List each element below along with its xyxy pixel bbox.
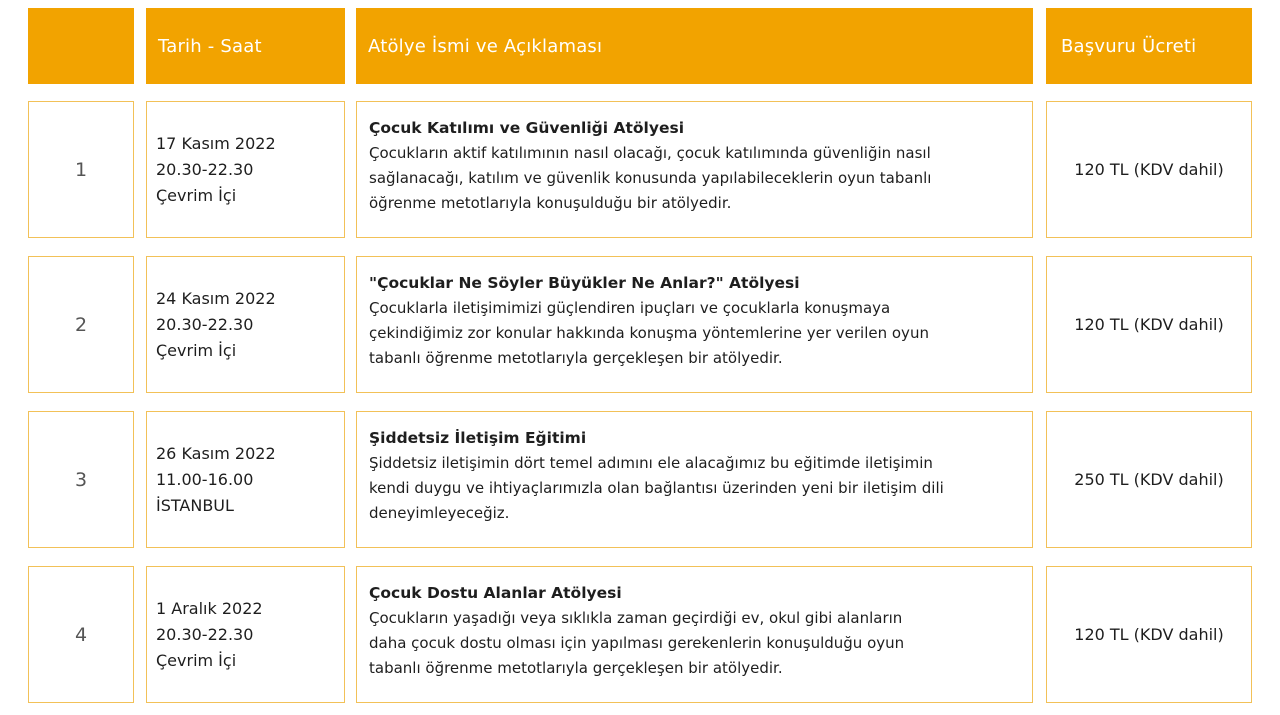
row-date-time	[146, 411, 345, 548]
row-index: 1	[28, 101, 134, 238]
row-location: Çevrim İçi	[156, 340, 237, 360]
row-workshop	[356, 101, 1033, 238]
row-index: 4	[28, 566, 134, 703]
header-index-cell	[28, 8, 134, 84]
row-workshop	[356, 256, 1033, 393]
row-date-time	[146, 101, 345, 238]
workshop-title: Çocuk Katılımı ve Güvenliği Atölyesi	[369, 119, 685, 137]
row-time: 20.30-22.30	[156, 159, 254, 179]
row-fee: 120 TL (KDV dahil)	[1046, 256, 1252, 393]
workshop-title: Çocuk Dostu Alanlar Atölyesi	[369, 584, 622, 602]
workshop-description-line: çekindiğimiz zor konular hakkında konuşma yöntemlerine yer verilen oyun	[369, 324, 929, 342]
row-location: İSTANBUL	[156, 495, 234, 515]
row-time: 11.00-16.00	[156, 469, 254, 489]
row-workshop	[356, 411, 1033, 548]
row-time: 20.30-22.30	[156, 624, 254, 644]
workshop-title: Şiddetsiz İletişim Eğitimi	[369, 429, 587, 447]
row-fee: 120 TL (KDV dahil)	[1046, 566, 1252, 703]
row-date: 24 Kasım 2022	[156, 288, 276, 308]
workshop-description-line: öğrenme metotlarıyla konuşulduğu bir atölyedir.	[369, 194, 732, 212]
workshop-description-line: Şiddetsiz iletişimin dört temel adımını ele alacağımız bu eğitimde iletişimin	[369, 454, 933, 472]
row-date: 17 Kasım 2022	[156, 133, 276, 153]
workshop-description-line: sağlanacağı, katılım ve güvenlik konusunda yapılabileceklerin oyun tabanlı	[369, 169, 932, 187]
workshop-description-line: tabanlı öğrenme metotlarıyla gerçekleşen bir atölyedir.	[369, 349, 783, 367]
row-index: 2	[28, 256, 134, 393]
row-fee: 250 TL (KDV dahil)	[1046, 411, 1252, 548]
row-time: 20.30-22.30	[156, 314, 254, 334]
header-application-fee: Başvuru Ücreti	[1046, 8, 1252, 84]
workshop-description-line: Çocukların aktif katılımının nasıl olacağı, çocuk katılımında güvenliğin nasıl	[369, 144, 931, 162]
row-location: Çevrim İçi	[156, 185, 237, 205]
row-date-time	[146, 256, 345, 393]
row-fee: 120 TL (KDV dahil)	[1046, 101, 1252, 238]
row-date-time	[146, 566, 345, 703]
workshop-title: "Çocuklar Ne Söyler Büyükler Ne Anlar?" Atölyesi	[369, 274, 800, 292]
workshop-description-line: tabanlı öğrenme metotlarıyla gerçekleşen bir atölyedir.	[369, 659, 783, 677]
workshop-description-line: Çocuklarla iletişimimizi güçlendiren ipuçları ve çocuklarla konuşmaya	[369, 299, 891, 317]
row-index: 3	[28, 411, 134, 548]
workshop-description-line: deneyimleyeceğiz.	[369, 504, 510, 522]
workshop-description-line: Çocukların yaşadığı veya sıklıkla zaman geçirdiği ev, okul gibi alanların	[369, 609, 903, 627]
row-date: 26 Kasım 2022	[156, 443, 276, 463]
header-workshop-description: Atölye İsmi ve Açıklaması	[356, 8, 1033, 84]
row-location: Çevrim İçi	[156, 650, 237, 670]
workshop-description-line: kendi duygu ve ihtiyaçlarımızla olan bağlantısı üzerinden yeni bir iletişim dili	[369, 479, 944, 497]
header-date-time: Tarih - Saat	[146, 8, 345, 84]
row-workshop	[356, 566, 1033, 703]
row-date: 1 Aralık 2022	[156, 598, 263, 618]
workshop-description-line: daha çocuk dostu olması için yapılması gerekenlerin konuşulduğu oyun	[369, 634, 905, 652]
